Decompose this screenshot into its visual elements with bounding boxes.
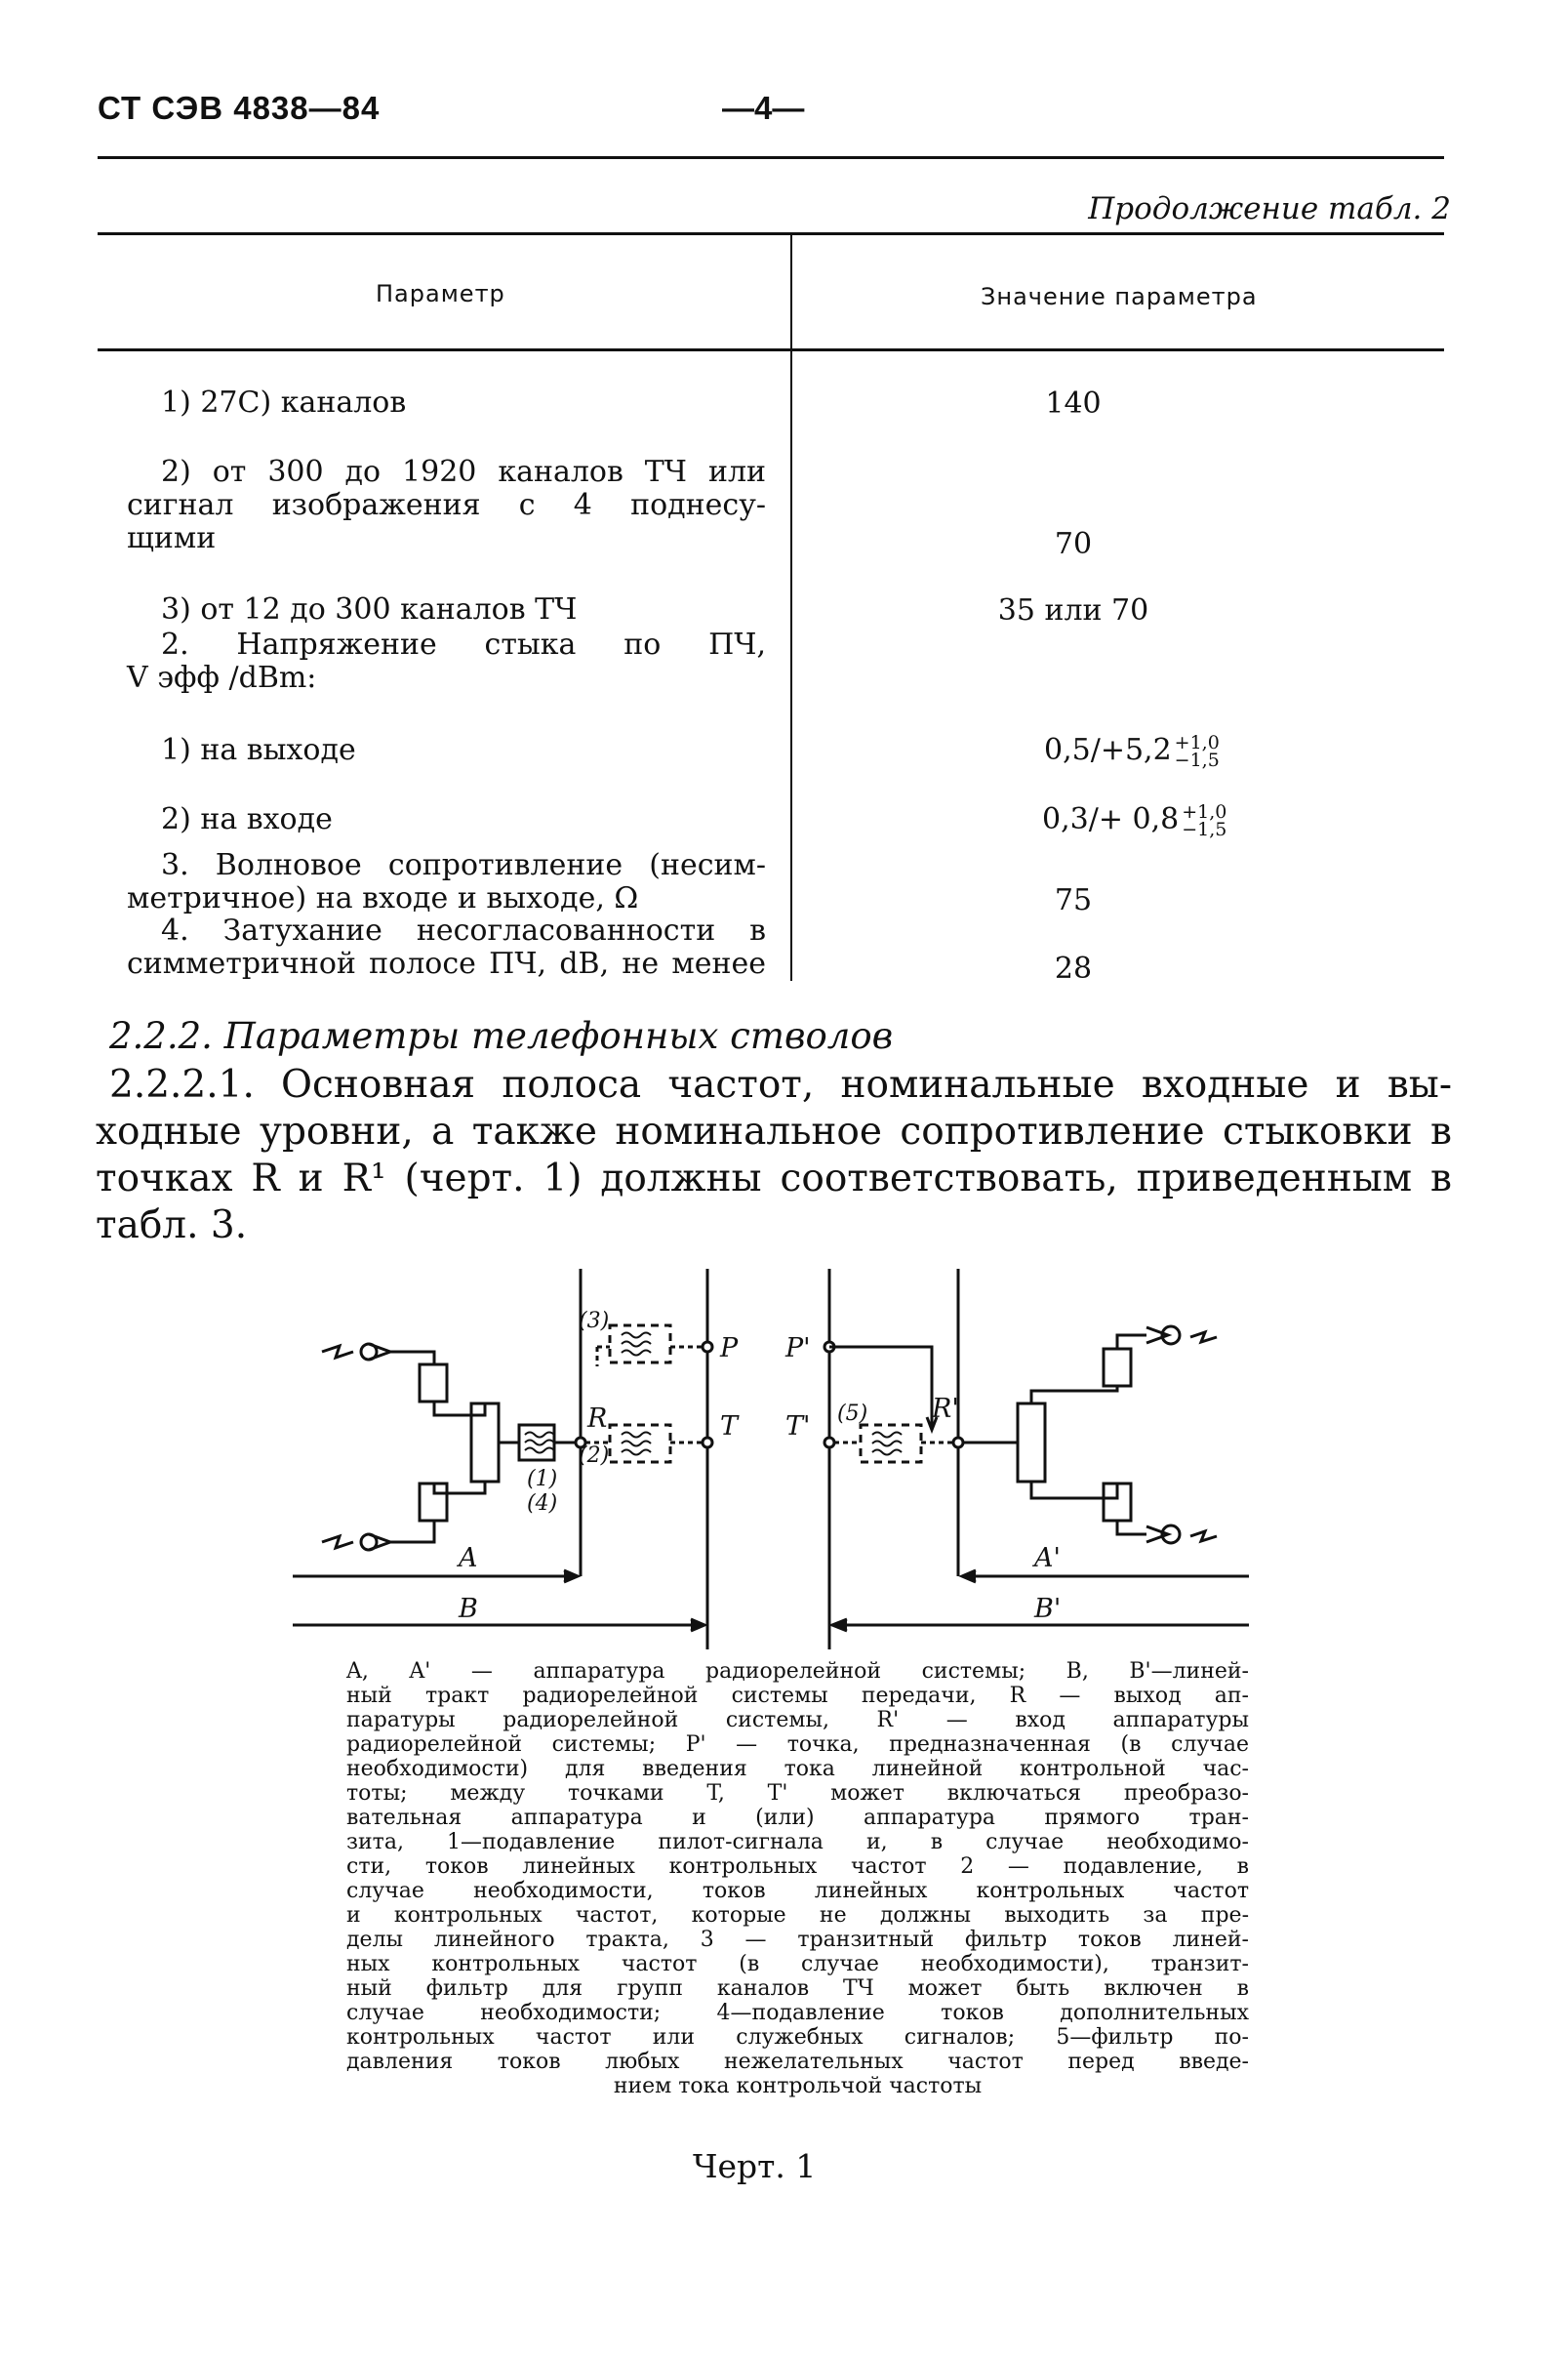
paragraph-line: точках R и R¹ (черт. 1) должны соответствовать, приведенным в bbox=[96, 1157, 1452, 1200]
param-line: 4. Затухание несогласованности в bbox=[161, 914, 766, 948]
caption-line: случае необходимости; 4—подавление токов дополнительных bbox=[346, 2001, 1249, 2025]
page-number: —4— bbox=[722, 90, 805, 126]
table-row-param bbox=[161, 386, 406, 420]
label-b: B bbox=[459, 1594, 478, 1624]
param-line: 2) на входе bbox=[161, 802, 333, 836]
param-line: 1) на выходе bbox=[161, 733, 356, 767]
label-b-prime: B' bbox=[1034, 1594, 1062, 1624]
caption-line: случае необходимости, токов линейных контрольных частот bbox=[346, 1879, 1249, 1903]
column-header-value: Значение параметра bbox=[981, 283, 1258, 310]
caption-line: сти, токов линейных контрольных частот 2 — подавление, в bbox=[346, 1854, 1249, 1879]
param-line: 3. Волновое сопротивление (несим- bbox=[161, 848, 766, 882]
label-5: (5) bbox=[837, 1402, 868, 1426]
telephone-icon bbox=[1146, 1525, 1217, 1543]
label-1: (1) bbox=[527, 1467, 558, 1491]
amplifier-block bbox=[420, 1364, 447, 1402]
label-a: A bbox=[459, 1543, 478, 1573]
tolerance-upper: +1,0 bbox=[1174, 732, 1220, 753]
param-line: метричное) на входе и выходе, Ω bbox=[127, 881, 639, 915]
figure-title: Черт. 1 bbox=[693, 2147, 817, 2185]
telephone-icon bbox=[1146, 1326, 1217, 1344]
table-row-value bbox=[1044, 734, 1220, 769]
caption-line: нием тока контрольчой частоты bbox=[613, 2074, 983, 2098]
caption-line: делы линейного тракта, 3 — транзитный фильтр токов линей- bbox=[346, 1928, 1249, 1952]
table-continuation-label: Продолжение табл. 2 bbox=[1088, 191, 1451, 226]
caption-line: ных контрольных частот (в случае необходимости), транзит- bbox=[346, 1952, 1249, 1976]
table-row-value bbox=[1042, 803, 1226, 838]
caption-line: радиорелейной системы; P' — точка, предназначенная (в случае bbox=[346, 1732, 1249, 1757]
table-row-param bbox=[161, 803, 333, 836]
paragraph-line: табл. 3. bbox=[96, 1203, 248, 1247]
caption-line: контрольных частот или служебных сигналов; 5—фильтр по- bbox=[346, 2025, 1249, 2050]
caption-line: вательная аппаратура и (или) аппаратура прямого тран- bbox=[346, 1806, 1249, 1830]
param-line: сигнал изображения с 4 поднесу- bbox=[127, 488, 766, 522]
section-paragraph bbox=[96, 1062, 1452, 1249]
header-rule bbox=[98, 156, 1444, 159]
table-column-divider bbox=[790, 234, 792, 981]
table-row-param bbox=[127, 456, 766, 555]
label-r-prime: R' bbox=[932, 1394, 959, 1424]
caption-line: зита, 1—подавление пилот-сигнала и, в случае необходимо- bbox=[346, 1830, 1249, 1854]
caption-line: A, A' — аппаратура радиорелейной системы; B, B'—линей- bbox=[346, 1659, 1249, 1684]
caption-line: давления токов любых нежелательных частот перед введе- bbox=[346, 2050, 1249, 2074]
filter-block bbox=[519, 1425, 554, 1460]
label-a-prime: A' bbox=[1034, 1543, 1061, 1573]
column-header-parameter: Параметр bbox=[376, 280, 505, 307]
standard-number: СТ СЭВ 4838—84 bbox=[98, 90, 381, 126]
tolerance-upper: +1,0 bbox=[1182, 801, 1227, 823]
param-line: 1) 27С) каналов bbox=[161, 386, 407, 420]
param-line: 2. Напряжение стыка по ПЧ, bbox=[161, 628, 766, 662]
param-line: V эфф /dBm: bbox=[127, 661, 317, 695]
label-t: T bbox=[720, 1411, 739, 1442]
label-4: (4) bbox=[527, 1491, 558, 1516]
table-row-value: 35 или 70 bbox=[997, 593, 1149, 628]
label-t-prime: T' bbox=[785, 1411, 811, 1442]
table-row-value: 75 bbox=[1054, 883, 1093, 917]
value-main: 0,3/+ 0,8 bbox=[1042, 802, 1180, 836]
amplifier-block bbox=[1104, 1349, 1131, 1386]
figure-diagram bbox=[0, 1259, 1568, 1649]
tolerance-lower: −1,5 bbox=[1174, 750, 1220, 771]
caption-line: ный тракт радиорелейной системы передачи, R — выход ап- bbox=[346, 1684, 1249, 1708]
value-main: 0,5/+5,2 bbox=[1044, 733, 1172, 767]
table-row-param bbox=[127, 849, 766, 915]
table-row-param bbox=[127, 915, 766, 981]
table-row-param bbox=[161, 734, 356, 767]
table-row-param bbox=[161, 593, 577, 627]
param-line: симметричной полосе ПЧ, dB, не менее bbox=[127, 947, 766, 981]
caption-line: ный фильтр для групп каналов ТЧ может быть включен в bbox=[346, 1976, 1249, 2001]
table-row-value: 140 bbox=[1045, 386, 1102, 421]
paragraph-line: ходные уровни, а также номинальное сопротивление стыковки в bbox=[96, 1110, 1452, 1154]
label-2: (2) bbox=[579, 1443, 610, 1468]
param-line: 2) от 300 до 1920 каналов ТЧ или bbox=[161, 455, 766, 489]
label-r: R bbox=[587, 1403, 608, 1434]
table-header-rule bbox=[98, 348, 1444, 351]
label-3: (3) bbox=[579, 1309, 610, 1333]
caption-line: тоты; между точками T, T' может включаться преобразо- bbox=[346, 1781, 1249, 1806]
table-row-param bbox=[127, 629, 766, 695]
label-p: P bbox=[720, 1333, 739, 1363]
caption-line: необходимости) для введения тока линейной контрольной час- bbox=[346, 1757, 1249, 1781]
param-line: щими bbox=[127, 521, 217, 555]
microphone-icon bbox=[322, 1344, 390, 1360]
paragraph-line: 2.2.2.1. Основная полоса частот, номинальные входные и вы- bbox=[109, 1063, 1452, 1107]
microphone-icon bbox=[322, 1534, 390, 1550]
caption-line: паратуры радиорелейной системы, R' — вход аппаратуры bbox=[346, 1708, 1249, 1732]
table-row-value: 28 bbox=[1054, 952, 1093, 986]
caption-line: и контрольных частот, которые не должны выходить за пре- bbox=[346, 1903, 1249, 1928]
section-title: 2.2.2. Параметры телефонных стволов bbox=[109, 1015, 894, 1057]
param-line: 3) от 12 до 300 каналов ТЧ bbox=[161, 592, 578, 627]
tolerance-lower: −1,5 bbox=[1182, 819, 1227, 840]
label-p-prime: P' bbox=[785, 1333, 811, 1363]
figure-caption bbox=[346, 1659, 1249, 2098]
splitter-block bbox=[1018, 1403, 1045, 1482]
table-top-rule bbox=[98, 232, 1444, 235]
table-row-value: 70 bbox=[1054, 527, 1093, 561]
